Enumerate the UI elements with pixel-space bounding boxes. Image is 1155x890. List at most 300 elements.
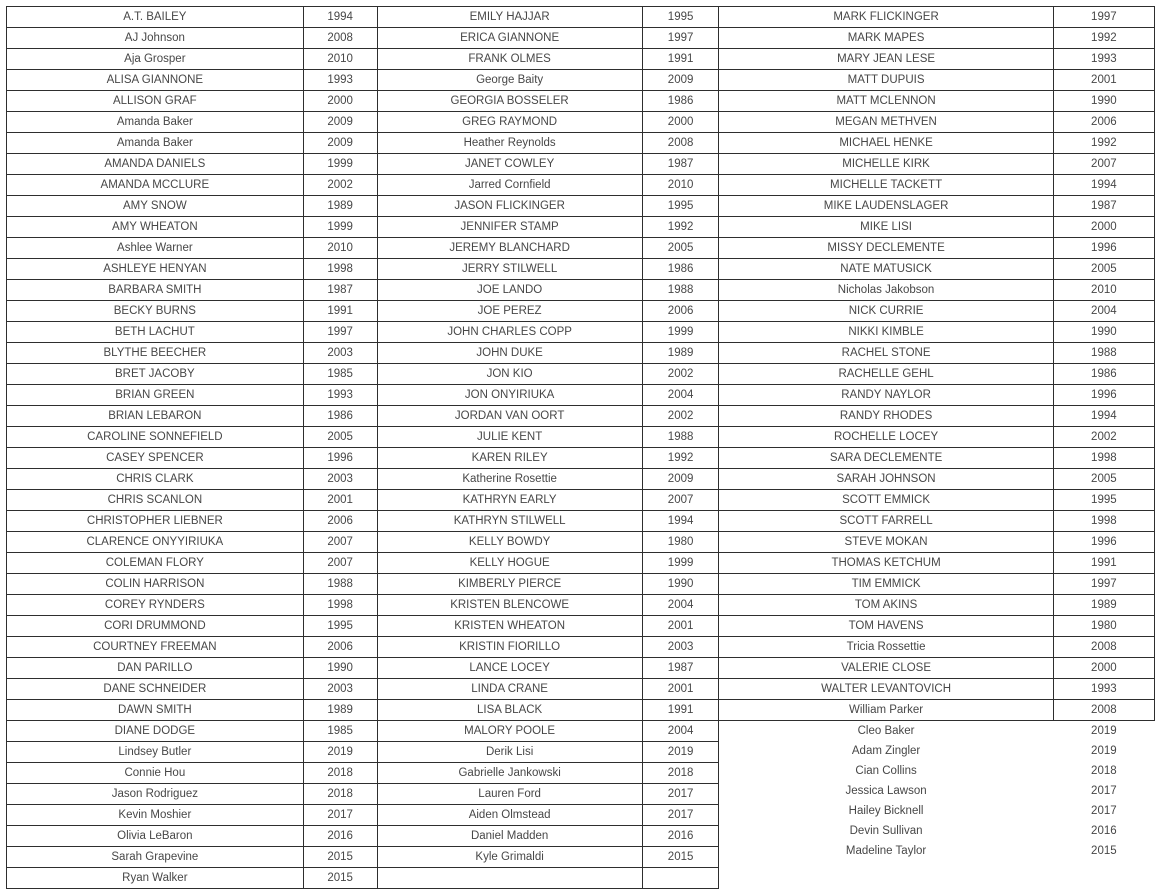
name-cell: KATHRYN EARLY bbox=[377, 490, 642, 511]
name-cell: KRISTEN WHEATON bbox=[377, 616, 642, 637]
year-cell: 2005 bbox=[642, 238, 719, 259]
table-row bbox=[719, 49, 1155, 70]
name-cell: Aiden Olmstead bbox=[377, 805, 642, 826]
year-cell: 2015 bbox=[303, 847, 377, 868]
year-cell: 2001 bbox=[1053, 70, 1154, 91]
name-cell: KIMBERLY PIERCE bbox=[377, 574, 642, 595]
name-cell: BETH LACHUT bbox=[7, 322, 304, 343]
table-row bbox=[719, 154, 1155, 175]
table-row bbox=[377, 658, 719, 679]
year-cell: 1992 bbox=[642, 217, 719, 238]
name-cell: Lindsey Butler bbox=[7, 742, 304, 763]
year-cell: 1986 bbox=[642, 259, 719, 280]
name-cell: BLYTHE BEECHER bbox=[7, 343, 304, 364]
name-cell: JULIE KENT bbox=[377, 427, 642, 448]
year-cell: 1985 bbox=[303, 364, 377, 385]
table-row bbox=[719, 761, 1155, 781]
table-row bbox=[7, 637, 378, 658]
year-cell: 2008 bbox=[1053, 700, 1154, 721]
name-cell: MEGAN METHVEN bbox=[719, 112, 1053, 133]
table-row bbox=[7, 133, 378, 154]
year-cell: 2017 bbox=[1091, 785, 1117, 797]
year-cell: 1989 bbox=[303, 196, 377, 217]
table-row bbox=[377, 553, 719, 574]
table-row bbox=[377, 322, 719, 343]
name-cell: JON KIO bbox=[377, 364, 642, 385]
year-cell: 2005 bbox=[1053, 259, 1154, 280]
year-cell: 2004 bbox=[642, 385, 719, 406]
table-row bbox=[719, 175, 1155, 196]
year-cell: 2002 bbox=[1053, 427, 1154, 448]
name-cell: DAN PARILLO bbox=[7, 658, 304, 679]
year-cell: 1997 bbox=[1053, 574, 1154, 595]
table-row bbox=[7, 721, 378, 742]
table-row bbox=[719, 112, 1155, 133]
year-cell: 2006 bbox=[1053, 112, 1154, 133]
table-row bbox=[7, 532, 378, 553]
year-cell: 1990 bbox=[303, 658, 377, 679]
year-cell: 1994 bbox=[1053, 175, 1154, 196]
table-row bbox=[719, 616, 1155, 637]
year-cell: 1994 bbox=[303, 7, 377, 28]
table-row bbox=[719, 7, 1155, 28]
table-row bbox=[719, 637, 1155, 658]
table-row bbox=[7, 238, 378, 259]
year-cell: 1988 bbox=[642, 280, 719, 301]
name-cell bbox=[377, 868, 642, 889]
name-cell: Madeline Taylor bbox=[845, 845, 927, 857]
table-row bbox=[719, 259, 1155, 280]
year-cell: 2018 bbox=[303, 763, 377, 784]
table-row bbox=[7, 826, 378, 847]
table-row bbox=[7, 784, 378, 805]
year-cell: 2009 bbox=[303, 112, 377, 133]
year-cell: 2016 bbox=[303, 826, 377, 847]
year-cell: 2019 bbox=[1091, 745, 1117, 757]
table-row bbox=[7, 868, 378, 889]
table-row bbox=[377, 343, 719, 364]
year-cell: 1988 bbox=[642, 427, 719, 448]
year-cell: 2015 bbox=[1091, 845, 1117, 857]
name-cell: GEORGIA BOSSELER bbox=[377, 91, 642, 112]
name-cell: Amanda Baker bbox=[7, 112, 304, 133]
table-row bbox=[377, 448, 719, 469]
year-cell: 2010 bbox=[303, 238, 377, 259]
table-row bbox=[7, 574, 378, 595]
year-cell: 2017 bbox=[642, 784, 719, 805]
table-row bbox=[719, 385, 1155, 406]
year-cell: 2016 bbox=[1091, 825, 1117, 837]
name-cell: KATHRYN STILWELL bbox=[377, 511, 642, 532]
table-row bbox=[377, 406, 719, 427]
table-row bbox=[719, 841, 1155, 861]
name-cell: Kyle Grimaldi bbox=[377, 847, 642, 868]
name-cell: RACHELLE GEHL bbox=[719, 364, 1053, 385]
table-row bbox=[719, 658, 1155, 679]
year-cell: 2003 bbox=[303, 469, 377, 490]
table-row bbox=[7, 259, 378, 280]
table-row bbox=[7, 322, 378, 343]
name-cell: STEVE MOKAN bbox=[719, 532, 1053, 553]
table-row bbox=[719, 133, 1155, 154]
year-cell: 2017 bbox=[642, 805, 719, 826]
table-row bbox=[719, 301, 1155, 322]
table-row bbox=[719, 511, 1155, 532]
name-cell: TOM HAVENS bbox=[719, 616, 1053, 637]
name-cell: Lauren Ford bbox=[377, 784, 642, 805]
year-cell: 2007 bbox=[642, 490, 719, 511]
table-row bbox=[377, 196, 719, 217]
year-cell: 2001 bbox=[303, 490, 377, 511]
name-cell: BARBARA SMITH bbox=[7, 280, 304, 301]
year-cell: 2015 bbox=[303, 868, 377, 889]
name-cell: Katherine Rosettie bbox=[377, 469, 642, 490]
name-cell: SCOTT EMMICK bbox=[719, 490, 1053, 511]
year-cell: 2005 bbox=[1053, 469, 1154, 490]
year-cell: 2016 bbox=[642, 826, 719, 847]
year-cell: 2006 bbox=[303, 637, 377, 658]
year-cell: 1985 bbox=[303, 721, 377, 742]
year-cell: 1993 bbox=[1053, 49, 1154, 70]
year-cell: 2009 bbox=[303, 133, 377, 154]
table-row bbox=[7, 196, 378, 217]
year-cell: 2009 bbox=[642, 70, 719, 91]
table-row bbox=[377, 385, 719, 406]
table-row bbox=[377, 532, 719, 553]
name-cell: Cian Collins bbox=[855, 765, 917, 777]
table-row bbox=[719, 574, 1155, 595]
name-cell: CAROLINE SONNEFIELD bbox=[7, 427, 304, 448]
name-cell: KELLY BOWDY bbox=[377, 532, 642, 553]
table-row bbox=[719, 427, 1155, 448]
name-cell: CHRIS CLARK bbox=[7, 469, 304, 490]
table-row bbox=[377, 91, 719, 112]
name-cell: MIKE LISI bbox=[719, 217, 1053, 238]
name-cell: VALERIE CLOSE bbox=[719, 658, 1053, 679]
table-row bbox=[719, 700, 1155, 721]
table-row bbox=[719, 343, 1155, 364]
name-cell: JEREMY BLANCHARD bbox=[377, 238, 642, 259]
name-cell: JOE LANDO bbox=[377, 280, 642, 301]
name-cell: KAREN RILEY bbox=[377, 448, 642, 469]
table-row bbox=[377, 280, 719, 301]
year-cell: 2018 bbox=[642, 763, 719, 784]
year-cell: 1997 bbox=[303, 322, 377, 343]
year-cell: 1996 bbox=[1053, 532, 1154, 553]
year-cell: 1986 bbox=[642, 91, 719, 112]
name-cell: FRANK OLMES bbox=[377, 49, 642, 70]
table-row bbox=[7, 448, 378, 469]
name-cell: AMY WHEATON bbox=[7, 217, 304, 238]
year-cell: 1986 bbox=[303, 406, 377, 427]
year-cell: 1980 bbox=[642, 532, 719, 553]
table-row bbox=[7, 805, 378, 826]
name-cell: Cleo Baker bbox=[857, 725, 915, 737]
table-row bbox=[7, 49, 378, 70]
name-cell: JOE PEREZ bbox=[377, 301, 642, 322]
table-row bbox=[377, 154, 719, 175]
roster-table-middle bbox=[377, 6, 720, 889]
table-row bbox=[719, 196, 1155, 217]
year-cell: 2017 bbox=[1091, 805, 1117, 817]
table-row bbox=[719, 91, 1155, 112]
name-cell: THOMAS KETCHUM bbox=[719, 553, 1053, 574]
year-cell: 2001 bbox=[642, 616, 719, 637]
name-cell: BRET JACOBY bbox=[7, 364, 304, 385]
table-row bbox=[719, 238, 1155, 259]
roster-table-right bbox=[718, 6, 1155, 861]
name-cell: NATE MATUSICK bbox=[719, 259, 1053, 280]
year-cell: 1999 bbox=[642, 553, 719, 574]
name-cell: COURTNEY FREEMAN bbox=[7, 637, 304, 658]
name-cell: JASON FLICKINGER bbox=[377, 196, 642, 217]
table-row bbox=[377, 679, 719, 700]
name-cell: JOHN CHARLES COPP bbox=[377, 322, 642, 343]
year-cell: 1993 bbox=[303, 385, 377, 406]
year-cell: 1994 bbox=[1053, 406, 1154, 427]
year-cell: 2010 bbox=[1053, 280, 1154, 301]
table-row bbox=[377, 427, 719, 448]
name-cell: ALISA GIANNONE bbox=[7, 70, 304, 91]
table-row bbox=[719, 448, 1155, 469]
table-row bbox=[7, 7, 378, 28]
year-cell: 1997 bbox=[1053, 7, 1154, 28]
year-cell: 1987 bbox=[642, 658, 719, 679]
name-cell: Ryan Walker bbox=[7, 868, 304, 889]
name-cell: A.T. BAILEY bbox=[7, 7, 304, 28]
name-cell: JENNIFER STAMP bbox=[377, 217, 642, 238]
year-cell: 1995 bbox=[642, 196, 719, 217]
name-cell: KRISTIN FIORILLO bbox=[377, 637, 642, 658]
year-cell: 1995 bbox=[642, 7, 719, 28]
name-cell: SARA DECLEMENTE bbox=[719, 448, 1053, 469]
table-row bbox=[719, 679, 1155, 700]
name-cell: KRISTEN BLENCOWE bbox=[377, 595, 642, 616]
year-cell: 1995 bbox=[303, 616, 377, 637]
table-row bbox=[7, 679, 378, 700]
name-cell: MICHAEL HENKE bbox=[719, 133, 1053, 154]
table-row bbox=[377, 301, 719, 322]
name-cell: Jarred Cornfield bbox=[377, 175, 642, 196]
year-cell: 1992 bbox=[1053, 133, 1154, 154]
name-cell: AMANDA DANIELS bbox=[7, 154, 304, 175]
table-row bbox=[377, 763, 719, 784]
name-cell: JON ONYIRIUKA bbox=[377, 385, 642, 406]
name-cell: JERRY STILWELL bbox=[377, 259, 642, 280]
roster-page bbox=[6, 6, 1155, 889]
name-cell: LISA BLACK bbox=[377, 700, 642, 721]
name-cell: EMILY HAJJAR bbox=[377, 7, 642, 28]
year-cell: 2000 bbox=[303, 91, 377, 112]
table-row bbox=[7, 364, 378, 385]
table-row bbox=[377, 133, 719, 154]
name-cell: TOM AKINS bbox=[719, 595, 1053, 616]
table-row bbox=[377, 238, 719, 259]
name-cell: MICHELLE KIRK bbox=[719, 154, 1053, 175]
table-row bbox=[7, 406, 378, 427]
name-cell: COLEMAN FLORY bbox=[7, 553, 304, 574]
name-cell: DAWN SMITH bbox=[7, 700, 304, 721]
name-cell: Devin Sullivan bbox=[849, 825, 923, 837]
table-row bbox=[7, 343, 378, 364]
table-row bbox=[377, 721, 719, 742]
table-row bbox=[377, 700, 719, 721]
year-cell: 1999 bbox=[642, 322, 719, 343]
year-cell: 1987 bbox=[1053, 196, 1154, 217]
year-cell: 2004 bbox=[1053, 301, 1154, 322]
year-cell: 1994 bbox=[642, 511, 719, 532]
name-cell: CHRIS SCANLON bbox=[7, 490, 304, 511]
year-cell: 1993 bbox=[303, 70, 377, 91]
table-row bbox=[719, 406, 1155, 427]
year-cell: 2000 bbox=[642, 112, 719, 133]
name-cell: CORI DRUMMOND bbox=[7, 616, 304, 637]
name-cell: ALLISON GRAF bbox=[7, 91, 304, 112]
year-cell: 2008 bbox=[303, 28, 377, 49]
table-row bbox=[377, 175, 719, 196]
table-row bbox=[7, 280, 378, 301]
name-cell: Tricia Rossettie bbox=[719, 637, 1053, 658]
year-cell: 1990 bbox=[1053, 322, 1154, 343]
name-cell: Gabrielle Jankowski bbox=[377, 763, 642, 784]
name-cell: MATT DUPUIS bbox=[719, 70, 1053, 91]
name-cell: Heather Reynolds bbox=[377, 133, 642, 154]
table-row bbox=[719, 322, 1155, 343]
table-row bbox=[719, 28, 1155, 49]
name-cell: COLIN HARRISON bbox=[7, 574, 304, 595]
name-cell: ERICA GIANNONE bbox=[377, 28, 642, 49]
name-cell: Olivia LeBaron bbox=[7, 826, 304, 847]
table-row bbox=[7, 511, 378, 532]
year-cell: 2007 bbox=[1053, 154, 1154, 175]
name-cell: George Baity bbox=[377, 70, 642, 91]
table-row bbox=[719, 553, 1155, 574]
name-cell: WALTER LEVANTOVICH bbox=[719, 679, 1053, 700]
year-cell: 1998 bbox=[1053, 511, 1154, 532]
table-row bbox=[377, 805, 719, 826]
table-row bbox=[719, 280, 1155, 301]
name-cell: RANDY NAYLOR bbox=[719, 385, 1053, 406]
year-cell: 1991 bbox=[642, 700, 719, 721]
year-cell: 1991 bbox=[303, 301, 377, 322]
year-cell: 2004 bbox=[642, 721, 719, 742]
name-cell: Aja Grosper bbox=[7, 49, 304, 70]
table-row bbox=[719, 490, 1155, 511]
table-row bbox=[7, 112, 378, 133]
table-row bbox=[377, 469, 719, 490]
name-cell: CLARENCE ONYYIRIUKA bbox=[7, 532, 304, 553]
name-cell: GREG RAYMOND bbox=[377, 112, 642, 133]
table-row bbox=[7, 385, 378, 406]
year-cell: 1995 bbox=[1053, 490, 1154, 511]
table-row bbox=[377, 616, 719, 637]
table-row bbox=[7, 616, 378, 637]
name-cell: Nicholas Jakobson bbox=[719, 280, 1053, 301]
table-row bbox=[7, 763, 378, 784]
year-cell: 1999 bbox=[303, 154, 377, 175]
year-cell: 2018 bbox=[1091, 765, 1117, 777]
year-cell: 2019 bbox=[303, 742, 377, 763]
name-cell: DIANE DODGE bbox=[7, 721, 304, 742]
year-cell: 1989 bbox=[1053, 595, 1154, 616]
table-row bbox=[377, 28, 719, 49]
name-cell: Ashlee Warner bbox=[7, 238, 304, 259]
year-cell: 1989 bbox=[303, 700, 377, 721]
year-cell: 2009 bbox=[642, 469, 719, 490]
table-row bbox=[377, 868, 719, 889]
table-row bbox=[7, 70, 378, 91]
year-cell: 2010 bbox=[642, 175, 719, 196]
year-cell bbox=[642, 868, 719, 889]
year-cell: 1996 bbox=[303, 448, 377, 469]
table-row bbox=[719, 217, 1155, 238]
table-row bbox=[719, 469, 1155, 490]
name-cell: CHRISTOPHER LIEBNER bbox=[7, 511, 304, 532]
year-cell: 1990 bbox=[642, 574, 719, 595]
table-row bbox=[7, 175, 378, 196]
table-row bbox=[7, 217, 378, 238]
table-row bbox=[7, 595, 378, 616]
year-cell: 2010 bbox=[303, 49, 377, 70]
table-row bbox=[377, 490, 719, 511]
year-cell: 2008 bbox=[642, 133, 719, 154]
table-row bbox=[377, 7, 719, 28]
table-row bbox=[377, 259, 719, 280]
table-row bbox=[377, 784, 719, 805]
name-cell: MARK MAPES bbox=[719, 28, 1053, 49]
year-cell: 1999 bbox=[303, 217, 377, 238]
name-cell: MICHELLE TACKETT bbox=[719, 175, 1053, 196]
name-cell: BRIAN GREEN bbox=[7, 385, 304, 406]
table-row bbox=[377, 70, 719, 91]
year-cell: 1992 bbox=[1053, 28, 1154, 49]
name-cell: MARY JEAN LESE bbox=[719, 49, 1053, 70]
name-cell: Adam Zingler bbox=[851, 745, 921, 757]
roster-table-left bbox=[6, 6, 378, 889]
name-cell: Derik Lisi bbox=[377, 742, 642, 763]
table-row bbox=[7, 553, 378, 574]
year-cell: 1996 bbox=[1053, 385, 1154, 406]
table-row bbox=[7, 427, 378, 448]
table-row bbox=[377, 574, 719, 595]
year-cell: 2018 bbox=[303, 784, 377, 805]
table-row bbox=[7, 154, 378, 175]
table-row bbox=[377, 637, 719, 658]
name-cell: COREY RYNDERS bbox=[7, 595, 304, 616]
year-cell: 1988 bbox=[1053, 343, 1154, 364]
year-cell: 2003 bbox=[303, 343, 377, 364]
year-cell: 2004 bbox=[642, 595, 719, 616]
name-cell: MARK FLICKINGER bbox=[719, 7, 1053, 28]
name-cell: SARAH JOHNSON bbox=[719, 469, 1053, 490]
name-cell: CASEY SPENCER bbox=[7, 448, 304, 469]
year-cell: 2003 bbox=[642, 637, 719, 658]
year-cell: 2005 bbox=[303, 427, 377, 448]
year-cell: 1998 bbox=[303, 259, 377, 280]
table-row bbox=[7, 658, 378, 679]
year-cell: 1980 bbox=[1053, 616, 1154, 637]
year-cell: 2007 bbox=[303, 532, 377, 553]
table-row bbox=[7, 469, 378, 490]
table-row bbox=[7, 700, 378, 721]
table-row bbox=[719, 741, 1155, 761]
table-row bbox=[7, 301, 378, 322]
year-cell: 1991 bbox=[1053, 553, 1154, 574]
year-cell: 1993 bbox=[1053, 679, 1154, 700]
table-row bbox=[719, 70, 1155, 91]
table-row bbox=[377, 742, 719, 763]
name-cell: MIKE LAUDENSLAGER bbox=[719, 196, 1053, 217]
